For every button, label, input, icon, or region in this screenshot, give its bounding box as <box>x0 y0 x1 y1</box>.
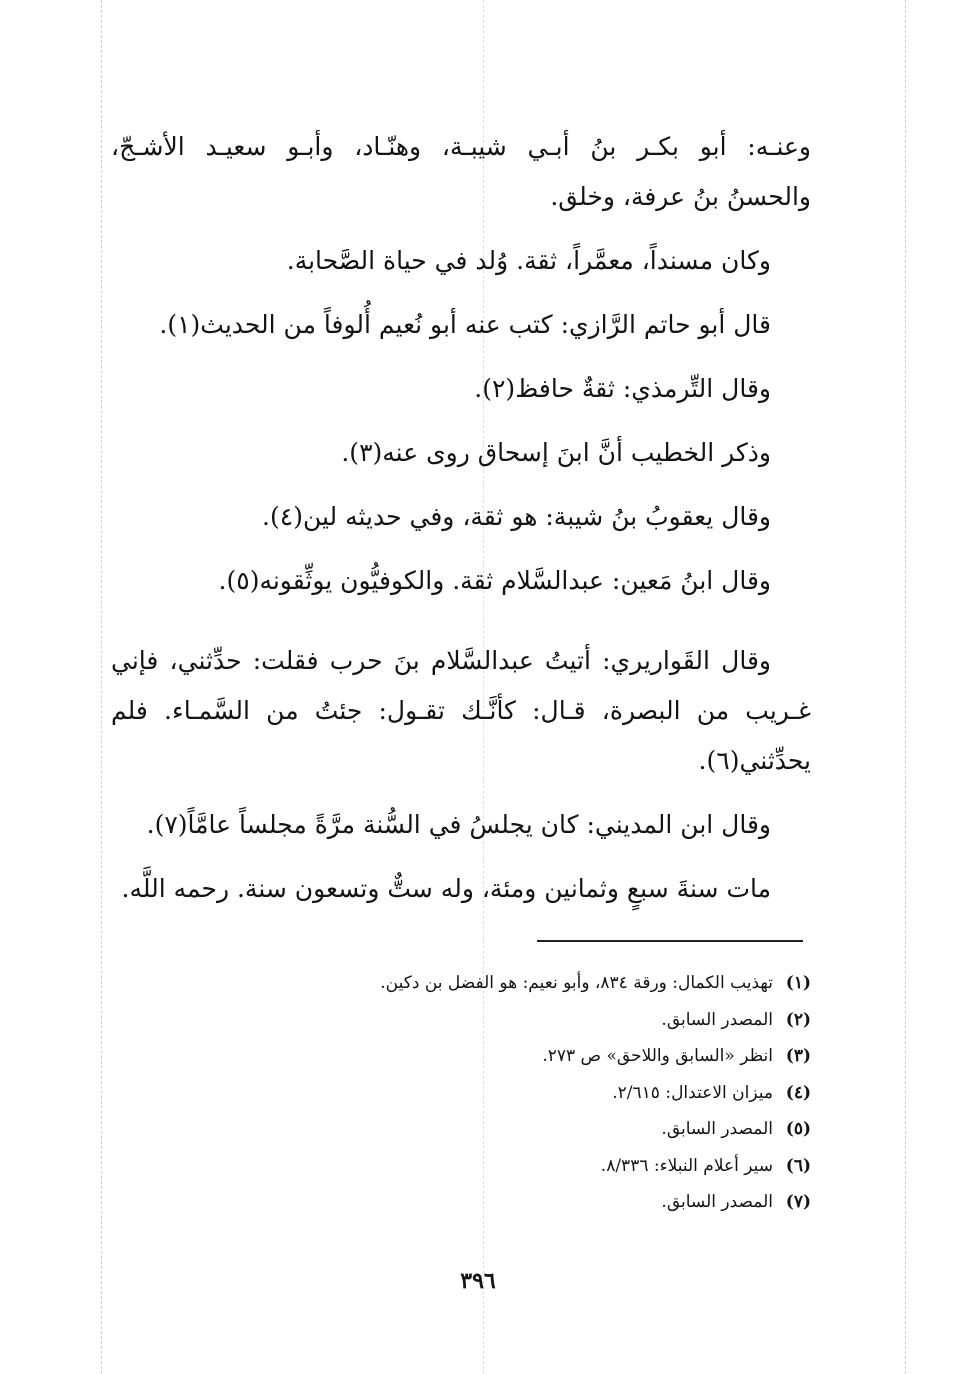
text-line: وكان مسنداً، معمَّراً، ثقة. وُلد في حياة الصَّحابة. <box>286 246 771 275</box>
footnote <box>111 1184 811 1221</box>
paragraph-students <box>111 122 811 222</box>
paragraph-yaqub <box>111 492 811 542</box>
footnote-separator <box>537 940 803 942</box>
paragraph-ibn-madini <box>111 800 811 850</box>
text-line: والحسنُ بنُ عرفة، وخلق. <box>550 182 811 211</box>
paragraph-status <box>111 236 811 286</box>
text-line: وقال القَواريري: أتيتُ عبدالسَّلام بنَ حرب فقلت: حدِّثني، فإني <box>111 646 771 675</box>
text-line: وقال يعقوبُ بنُ شيبة: هو ثقة، وفي حديثه لين(٤). <box>262 502 771 531</box>
footnote <box>111 1002 811 1039</box>
text-line: وقال ابن المديني: كان يجلسُ في السُّنة مرَّةً مجلساً عامَّاً(٧). <box>146 810 771 839</box>
footnote-text: سير أعلام النبلاء: ٨/٣٣٦. <box>600 1155 773 1176</box>
scan-guide-line-left <box>101 0 102 1374</box>
footnote-number: (٣) <box>785 1046 811 1066</box>
paragraph-abu-hatim <box>111 300 811 350</box>
footnote <box>111 1038 811 1075</box>
paragraph-qawariri <box>111 636 811 786</box>
text-line: وعنـه: أبو بكـر بنُ أبـي شيبـة، وهنّـاد، وأبـو سعيـد الأشـجّ، <box>111 132 811 161</box>
footnote <box>111 1148 811 1185</box>
footnote <box>111 1111 811 1148</box>
footnote-number: (٥) <box>785 1119 811 1139</box>
footnote-number: (٤) <box>785 1082 811 1103</box>
footnote-number: (١) <box>785 973 811 993</box>
footnote-text: انظر «السابق واللاحق» ص ٢٧٣. <box>542 1046 773 1066</box>
scan-guide-line-right <box>905 0 906 1374</box>
footnote <box>111 965 811 1002</box>
text-line: قال أبو حاتم الرَّازي: كتب عنه أبو نُعيم أُلوفاً من الحديث(١). <box>159 310 771 339</box>
main-text <box>111 122 811 914</box>
footnote-number: (٦) <box>785 1155 811 1176</box>
text-line: وذكر الخطيب أنَّ ابنَ إسحاق روى عنه(٣). <box>341 438 771 467</box>
text-line: غـريب من البصرة، قـال: كأنَّـك تقـول: جئتُ من السَّمـاء. فلم <box>111 696 811 725</box>
text-line: وقال التِّرمذي: ثقةٌ حافظ(٢). <box>474 374 771 403</box>
text-line: يحدِّثني(٦). <box>698 746 811 775</box>
footnote <box>111 1075 811 1112</box>
text-line: مات سنةَ سبعٍ وثمانين ومئة، وله ستٌّ وتسعون سنة. رحمه اللَّه. <box>121 874 771 903</box>
footnote-text: تهذيب الكمال: ورقة ٨٣٤، وأبو نعيم: هو الفضل بن دكين. <box>380 973 773 993</box>
paragraph-tirmidhi <box>111 364 811 414</box>
paragraph-ibn-main <box>111 556 811 606</box>
footnote-text: المصدر السابق. <box>661 1192 773 1212</box>
text-line: وقال ابنُ مَعين: عبدالسَّلام ثقة. والكوفيُّون يوثِّقونه(٥). <box>218 566 771 595</box>
footnote-text: المصدر السابق. <box>661 1119 773 1139</box>
footnote-number: (٢) <box>785 1009 811 1030</box>
paragraph-death <box>111 864 811 914</box>
footnotes <box>111 965 811 1221</box>
footnote-number: (٧) <box>785 1192 811 1212</box>
footnote-text: ميزان الاعتدال: ٢/٦١٥. <box>612 1082 773 1103</box>
page-number: ٣٩٦ <box>460 1268 496 1294</box>
paragraph-khatib <box>111 428 811 478</box>
footnote-text: المصدر السابق. <box>661 1009 773 1030</box>
